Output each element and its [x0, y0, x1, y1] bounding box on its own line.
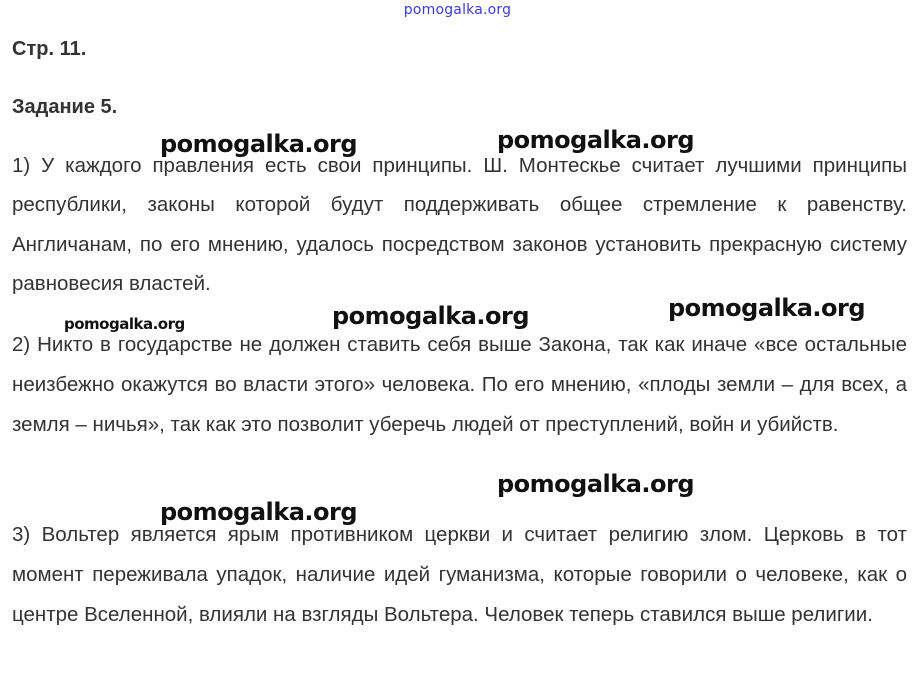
watermark: pomogalka.org — [332, 302, 530, 330]
watermark: pomogalka.org — [160, 498, 358, 526]
paragraph-2: 2) Никто в государстве не должен ставить себя выше Закона, так как иначе «все остальные неизбежно окажутся во власти этого» человека. По его мнению, «плоды земли – для всех, а земля – ничья», так как это позволит уберечь людей от преступлений, войн и убийств. — [12, 333, 907, 436]
page-number: Стр. 11. — [12, 38, 87, 60]
watermark: pomogalka.org — [668, 294, 866, 322]
task-title: Задание 5. — [12, 96, 118, 118]
site-header-link[interactable]: pomogalka.org — [403, 2, 512, 18]
paragraph-1: 1) У каждого правления есть свои принципы. Ш. Монтескье считает лучшими принципы республики, законы которой будут поддерживать общее стремление к равенству. Англичанам, по его мнению, удалось посредством законов установить прекрасную систему равновесия властей. — [12, 154, 907, 295]
watermark: pomogalka.org — [497, 470, 695, 498]
watermark: pomogalka.org — [497, 126, 695, 154]
watermark: pomogalka.org — [160, 130, 358, 158]
watermark: pomogalka.org — [64, 315, 185, 333]
paragraph-3: 3) Вольтер является ярым противником церкви и считает религию злом. Церковь в тот момент переживала упадок, наличие идей гуманизма, которые говорили о человеке, как о центре Вселенной, влияли на взгляды Вольтера. Человек теперь ставился выше религии. — [12, 523, 907, 627]
